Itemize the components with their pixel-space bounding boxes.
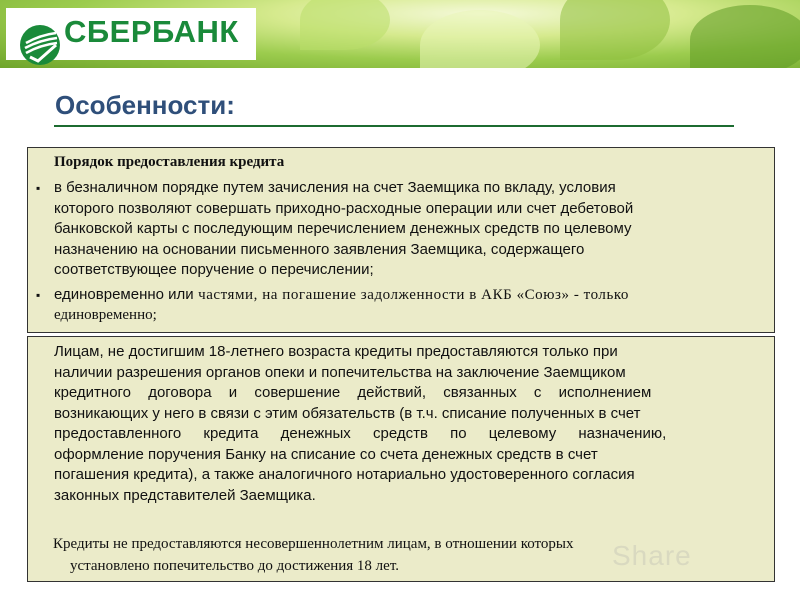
text-line: в безналичном порядке путем зачисления на счет Заемщика по вкладу, условия — [54, 179, 616, 196]
leaf-decoration — [690, 5, 800, 68]
bullet-marker: ▪ — [36, 288, 41, 302]
bullet2-part2: частями, на погашение задолженности в АКБ «Союз» - только — [198, 287, 629, 303]
note-line-2: установлено попечительство до достижения 18 лет. — [70, 558, 400, 574]
text-line: оформление поручения Банку на списание со счета денежных средств в счет — [54, 445, 598, 463]
text-line: которого позволяют совершать приходно-расходные операции или счет дебетовой — [54, 199, 634, 217]
header-banner — [0, 0, 800, 68]
note-line-1: Кредиты не предоставляются несовершеннолетним лицам, в отношении которых — [53, 536, 574, 552]
brand-name: СБЕРБАНК — [64, 14, 239, 49]
title-underline — [54, 125, 734, 127]
leaf-decoration — [300, 0, 390, 50]
share-watermark: Share — [612, 540, 692, 571]
page-title: Особенности: — [55, 90, 235, 120]
text-line: погашения кредита), а также аналогичного нотариально удостоверенного согласия — [54, 466, 635, 483]
bullet2-line2: единовременно; — [54, 307, 157, 323]
text-line: назначению на основании письменного заявления Заемщика, содержащего — [54, 240, 585, 258]
leaf-decoration — [420, 10, 540, 68]
text-line: законных представителей Заемщика. — [54, 486, 316, 504]
leaf-decoration — [560, 0, 670, 60]
text-line: возникающих у него в связи с этим обязательств (в т.ч. списание полученных в счет — [54, 404, 641, 422]
text-line: предоставленного кредита денежных средств по целевому назначению, — [54, 425, 667, 442]
logo — [6, 8, 256, 60]
bullet2-part1: единовременно или — [54, 286, 194, 303]
text-line: Лицам, не достигшим 18-летнего возраста кредиты предоставляются только при — [54, 343, 618, 360]
box1-heading: Порядок предоставления кредита — [54, 154, 285, 170]
bullet1-text — [54, 178, 766, 281]
minors-paragraph — [54, 342, 766, 506]
bullet-marker: ▪ — [36, 181, 41, 195]
text-line: наличии разрешения органов опеки и попечительства на заключение Заемщиком — [54, 363, 626, 381]
sberbank-logo-icon — [18, 23, 62, 67]
bullet2-text — [54, 285, 766, 306]
text-line: соответствующее поручение о перечислении; — [54, 261, 374, 278]
text-line: банковской карты с последующим перечислением денежных средств по целевому — [54, 220, 632, 237]
text-line: кредитного договора и совершение действий, связанных с исполнением — [54, 384, 652, 401]
